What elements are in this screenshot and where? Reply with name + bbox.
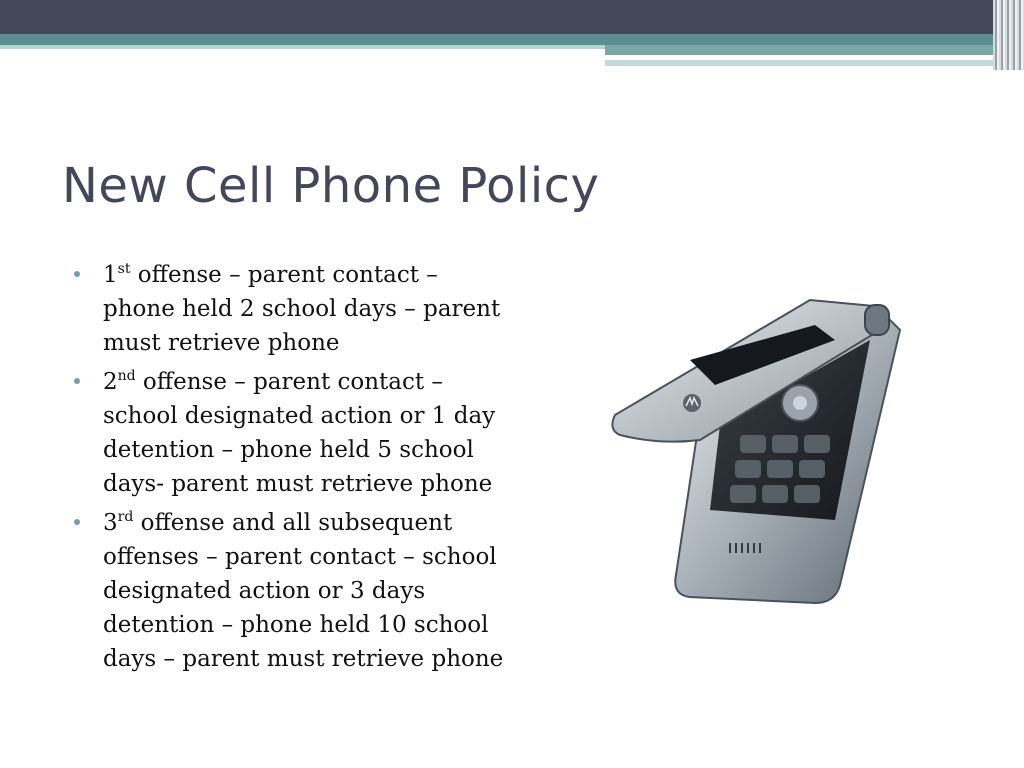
bullet-list <box>70 258 510 681</box>
bullet-ordinal: st <box>117 261 131 277</box>
bullet-ordinal: rd <box>117 509 134 525</box>
slide-title: New Cell Phone Policy <box>62 158 600 214</box>
bullet-icon <box>74 519 80 525</box>
bullet-ordinal: nd <box>117 368 136 384</box>
bullet-icon <box>74 378 80 384</box>
bullet-number: 1 <box>103 262 118 288</box>
bullet-item-2 <box>70 365 510 501</box>
bullet-item-3 <box>70 506 510 676</box>
bullet-text: offense – parent contact – phone held 2 school days – parent must retrieve phone <box>103 262 501 356</box>
accent-line-light <box>0 45 605 49</box>
bullet-number: 2 <box>103 369 118 395</box>
accent-strip-right <box>605 45 1024 55</box>
bullet-icon <box>74 271 80 277</box>
corner-decoration <box>993 0 1024 70</box>
bullet-number: 3 <box>103 510 118 536</box>
header-band <box>0 0 1024 34</box>
accent-band <box>0 34 1024 45</box>
bullet-text: offense and all subsequent offenses – parent contact – school designated action or 3 days detention – phone held 10 school days – parent must retrieve phone <box>103 510 504 672</box>
accent-strip-right-light <box>605 60 1005 66</box>
accent-strip-highlight <box>825 56 950 58</box>
bullet-item-1 <box>70 258 510 360</box>
bullet-text: offense – parent contact – school designated action or 1 day detention – phone held 5 school days- parent must retrieve phone <box>103 369 496 497</box>
flip-phone-image <box>600 285 910 615</box>
